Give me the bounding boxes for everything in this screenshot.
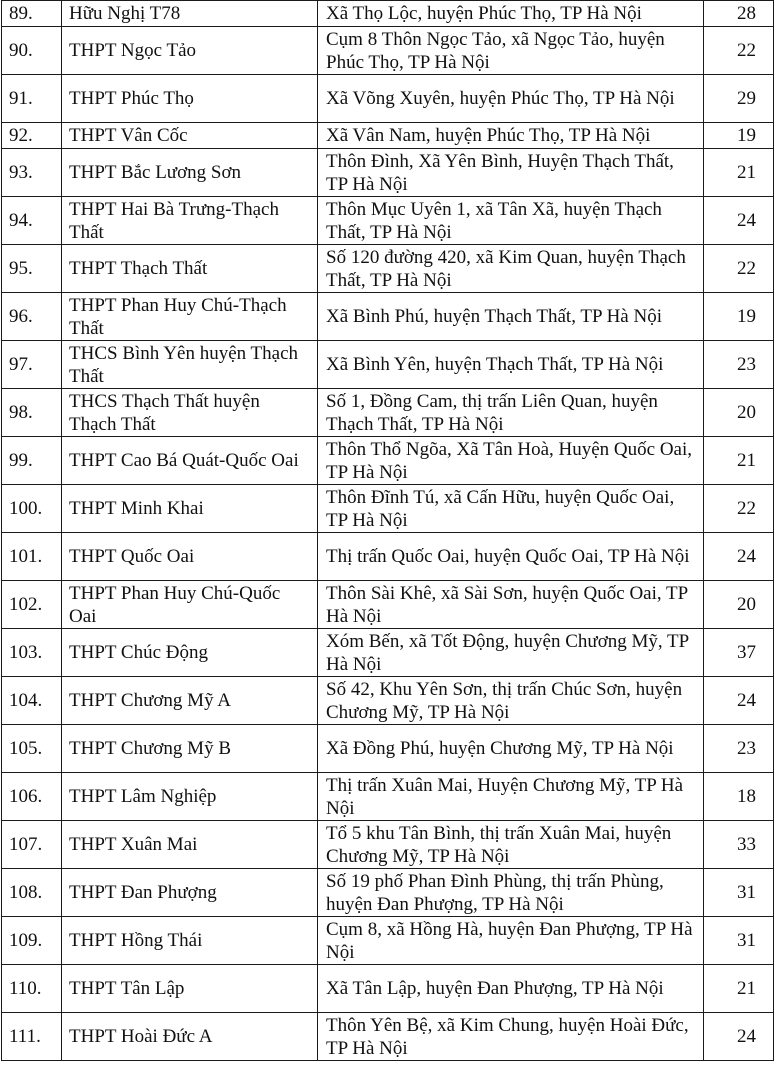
school-name: THPT Hai Bà Trưng-Thạch Thất [62,197,318,245]
table-row [2,677,774,725]
row-number: 98. [2,389,62,437]
school-name: THPT Thạch Thất [62,245,318,293]
table-row [2,725,774,773]
table-row [2,485,774,533]
school-name: THPT Xuân Mai [62,821,318,869]
school-count: 24 [704,533,774,581]
school-count: 24 [704,1013,774,1061]
school-address: Xã Thọ Lộc, huyện Phúc Thọ, TP Hà Nội [318,1,704,27]
school-count: 19 [704,293,774,341]
row-number: 91. [2,75,62,123]
table-row [2,245,774,293]
school-address: Xã Vân Nam, huyện Phúc Thọ, TP Hà Nội [318,123,704,149]
school-address: Xóm Bến, xã Tốt Động, huyện Chương Mỹ, TP Hà Nội [318,629,704,677]
row-number: 102. [2,581,62,629]
table-row [2,149,774,197]
school-name: THPT Phúc Thọ [62,75,318,123]
row-number: 89. [2,1,62,27]
table-body [2,1,774,1061]
school-count: 23 [704,341,774,389]
school-address: Thôn Đĩnh Tú, xã Cấn Hữu, huyện Quốc Oai, TP Hà Nội [318,485,704,533]
school-count: 24 [704,197,774,245]
school-address: Thị trấn Xuân Mai, Huyện Chương Mỹ, TP Hà Nội [318,773,704,821]
school-address: Xã Võng Xuyên, huyện Phúc Thọ, TP Hà Nội [318,75,704,123]
school-count: 23 [704,725,774,773]
school-name: THPT Ngọc Tảo [62,27,318,75]
row-number: 108. [2,869,62,917]
school-count: 31 [704,917,774,965]
school-count: 20 [704,581,774,629]
row-number: 90. [2,27,62,75]
school-address: Thôn Sài Khê, xã Sài Sơn, huyện Quốc Oai, TP Hà Nội [318,581,704,629]
row-number: 95. [2,245,62,293]
table-row [2,75,774,123]
row-number: 106. [2,773,62,821]
table-row [2,1013,774,1061]
school-address: Thị trấn Quốc Oai, huyện Quốc Oai, TP Hà Nội [318,533,704,581]
school-count: 22 [704,485,774,533]
school-address: Thôn Thổ Ngõa, Xã Tân Hoà, Huyện Quốc Oai, TP Hà Nội [318,437,704,485]
table-row [2,437,774,485]
row-number: 104. [2,677,62,725]
row-number: 105. [2,725,62,773]
row-number: 107. [2,821,62,869]
table-row [2,293,774,341]
school-count: 18 [704,773,774,821]
table-row [2,629,774,677]
school-address: Xã Bình Phú, huyện Thạch Thất, TP Hà Nội [318,293,704,341]
table-row [2,917,774,965]
table-row [2,197,774,245]
table-row [2,821,774,869]
row-number: 110. [2,965,62,1013]
school-address: Số 1, Đồng Cam, thị trấn Liên Quan, huyện Thạch Thất, TP Hà Nội [318,389,704,437]
school-name: THPT Chương Mỹ A [62,677,318,725]
table-row [2,123,774,149]
school-name: THPT Vân Cốc [62,123,318,149]
school-name: THPT Chúc Động [62,629,318,677]
row-number: 103. [2,629,62,677]
school-count: 21 [704,965,774,1013]
school-address: Xã Tân Lập, huyện Đan Phượng, TP Hà Nội [318,965,704,1013]
school-name: THPT Phan Huy Chú-Thạch Thất [62,293,318,341]
school-count: 21 [704,437,774,485]
school-name: THPT Phan Huy Chú-Quốc Oai [62,581,318,629]
school-name: THPT Cao Bá Quát-Quốc Oai [62,437,318,485]
school-count: 29 [704,75,774,123]
table-row [2,581,774,629]
table-row [2,389,774,437]
school-address: Xã Bình Yên, huyện Thạch Thất, TP Hà Nội [318,341,704,389]
table-row [2,965,774,1013]
table-row [2,869,774,917]
school-address: Thôn Yên Bệ, xã Kim Chung, huyện Hoài Đức, TP Hà Nội [318,1013,704,1061]
school-name: THPT Quốc Oai [62,533,318,581]
school-count: 21 [704,149,774,197]
table-row [2,773,774,821]
table-row [2,341,774,389]
school-name: Hữu Nghị T78 [62,1,318,27]
row-number: 101. [2,533,62,581]
school-count: 31 [704,869,774,917]
school-table [1,0,774,1061]
school-count: 22 [704,245,774,293]
row-number: 93. [2,149,62,197]
school-count: 33 [704,821,774,869]
school-address: Thôn Mục Uyên 1, xã Tân Xã, huyện Thạch Thất, TP Hà Nội [318,197,704,245]
row-number: 96. [2,293,62,341]
school-name: THPT Chương Mỹ B [62,725,318,773]
school-address: Tổ 5 khu Tân Bình, thị trấn Xuân Mai, huyện Chương Mỹ, TP Hà Nội [318,821,704,869]
school-count: 24 [704,677,774,725]
row-number: 94. [2,197,62,245]
table-row [2,27,774,75]
school-name: THPT Minh Khai [62,485,318,533]
table-row [2,533,774,581]
school-name: THPT Lâm Nghiệp [62,773,318,821]
school-count: 28 [704,1,774,27]
school-address: Xã Đồng Phú, huyện Chương Mỹ, TP Hà Nội [318,725,704,773]
row-number: 111. [2,1013,62,1061]
school-address: Số 120 đường 420, xã Kim Quan, huyện Thạch Thất, TP Hà Nội [318,245,704,293]
row-number: 99. [2,437,62,485]
school-name: THPT Đan Phượng [62,869,318,917]
school-name: THPT Tân Lập [62,965,318,1013]
school-name: THCS Thạch Thất huyện Thạch Thất [62,389,318,437]
school-address: Số 42, Khu Yên Sơn, thị trấn Chúc Sơn, huyện Chương Mỹ, TP Hà Nội [318,677,704,725]
school-address: Số 19 phố Phan Đình Phùng, thị trấn Phùng, huyện Đan Phượng, TP Hà Nội [318,869,704,917]
school-name: THPT Hồng Thái [62,917,318,965]
school-address: Cụm 8 Thôn Ngọc Tảo, xã Ngọc Tảo, huyện Phúc Thọ, TP Hà Nội [318,27,704,75]
school-count: 37 [704,629,774,677]
school-count: 20 [704,389,774,437]
school-name: THPT Hoài Đức A [62,1013,318,1061]
table-row [2,1,774,27]
school-count: 19 [704,123,774,149]
school-address: Thôn Đình, Xã Yên Bình, Huyện Thạch Thất, TP Hà Nội [318,149,704,197]
school-name: THCS Bình Yên huyện Thạch Thất [62,341,318,389]
row-number: 97. [2,341,62,389]
row-number: 100. [2,485,62,533]
school-name: THPT Bắc Lương Sơn [62,149,318,197]
row-number: 92. [2,123,62,149]
school-address: Cụm 8, xã Hồng Hà, huyện Đan Phượng, TP Hà Nội [318,917,704,965]
school-count: 22 [704,27,774,75]
row-number: 109. [2,917,62,965]
